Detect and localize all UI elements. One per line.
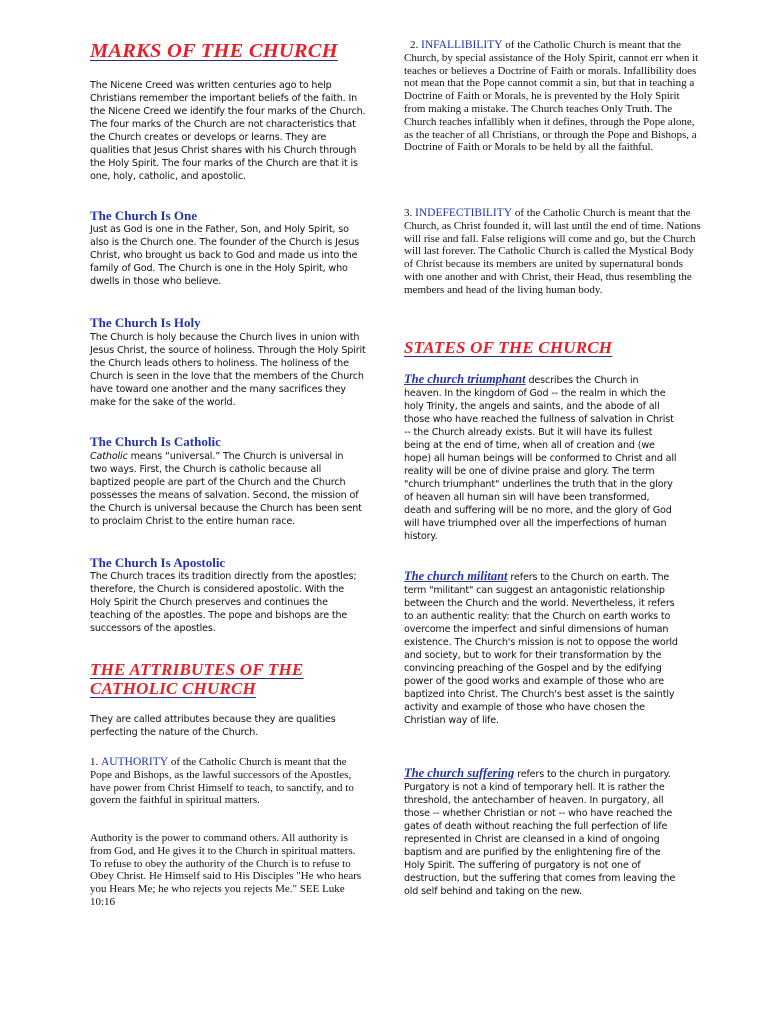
indefectibility-term: INDEFECTIBILITY (415, 207, 513, 219)
suffering-text (404, 767, 678, 898)
triumphant-text (404, 373, 678, 543)
states-title: STATES OF THE CHURCH (404, 338, 613, 357)
infallibility-body: of the Catholic Church is meant that the Church, by special assistance of the Holy Spirit, cannot err when it teaches or believes a Doctrine of Faith or morals. Infallibility does not mean that the Pope cannot commit a sin, but that in teaching a Doctrine of Faith or Morals, he is prevented by the Holy Spirit from making a mistake. The Church teaches Only Truth. The Church teaches infallibly when it defines, through the Pope alone, as the teacher of all Christians, or through the Pope and Bishops, a Doctrine of Faith or Morals to be held by all the faithful. (404, 39, 699, 154)
authority-number: 1. (90, 756, 101, 768)
infallibility-text (404, 39, 702, 154)
indefectibility-number: 3. (404, 207, 415, 219)
one-text: Just as God is one in the Father, Son, and Holy Spirit, so also is the Church one. The founder of the Church is Jesus Christ, who brought us back to God and made us into the family of God. The Church is one in the Holy Spirit, who dwells in those who believe. (90, 224, 360, 287)
suffering-body: refers to the church in purgatory. Purgatory is not a kind of temporary hell. It is rather the threshold, the antechamber of heaven. In purgatory, all those -- whether Christian or not -- who have reached the gates of death without reaching the full perfection of life represented in Christ are cleansed in a kind of ongoing baptism and are purified by the enlightening fire of the Holy Spirit. The suffering of purgatory is not one of destruction, but the suffering that comes from leaving the old self behind and taking on the new. (404, 769, 676, 897)
apostolic-text: The Church traces its tradition directly from the apostles; therefore, the Church is considered apostolic. With the Holy Spirit the Church preserves and continues the teaching of the apostles. The pope and bishops are the successors of the apostles. (90, 571, 357, 634)
militant-body: refers to the Church on earth. The term "militant" can suggest an antagonistic relationship between the Church and the world. Nevertheless, it refers to an authentic reality: that the Church on earth works to overcome the imperfect and sinful dimensions of human existence. The Church's mission is not to oppose the world and society, but to work for their transformation by the convincing preaching of the Gospel and by the edifying power of the good works and example of those who are baptized into Christ. The Church's best asset is the saintly activity and example of those who have chosen the Christian way of life. (404, 572, 678, 726)
suffering-term[interactable]: The church suffering (404, 766, 515, 780)
marks-intro: The Nicene Creed was written centuries ago to help Christians remember the important beliefs of the faith. In the Nicene Creed we identify the four marks of the Church. The four marks of the Church are not characteristics that the Church creates or develops or learns. They are qualities that Jesus Christ shares with his Church through the Holy Spirit. The four marks of the Church are that it is one, holy, catholic, and apostolic. (90, 80, 366, 182)
militant-term[interactable]: The church militant (404, 569, 508, 583)
catholic-heading: The Church Is Catholic (90, 434, 221, 449)
catholic-body: means “universal.” The Church is universal in two ways. First, the Church is catholic because all baptized people are part of the Church and the Church possesses the means of salvation. Second, the mission of the Church is universal because the Church has been sent to proclaim Christ to the entire human race. (90, 451, 362, 527)
catholic-term: Catholic (90, 451, 128, 462)
attributes-intro: They are called attributes because they are qualities perfecting the nature of the Church. (90, 714, 336, 738)
holy-heading: The Church Is Holy (90, 315, 201, 330)
authority-text-2: Authority is the power to command others. All authority is from God, and He gives it to the Church in spiritual matters. To refuse to obey the authority of the Church is to refuse to Obey Christ. He Himself said to His Disciples "He who hears you Hears Me; he who rejects you rejects Me." SEE Luke 10:16 (90, 832, 362, 908)
infallibility-number: 2. (410, 39, 421, 51)
infallibility-term: INFALLIBILITY (421, 39, 503, 51)
indefectibility-text (404, 207, 702, 297)
triumphant-body: describes the Church in heaven. In the kingdom of God -- the realm in which the holy Trinity, the angels and saints, and the abode of all those who have reached the fullness of salvation in Christ -- the Church already exists. But it will have its fullest being at the end of time, when all of creation and (we hope) all human beings will be conformed to Christ and all reality will be one of divine praise and glory. The term "church triumphant" underlines the truth that in the glory of heaven all human sin will have been transformed, death and suffering will be no more, and the glory of God will have triumphed over all the imperfections of human history. (404, 375, 677, 542)
attributes-title: THE ATTRIBUTES OF THE CATHOLIC CHURCH (90, 660, 304, 698)
authority-term: AUTHORITY (101, 756, 169, 768)
holy-text: The Church is holy because the Church lives in union with Jesus Christ, the source of holiness. Through the Holy Spirit the Church leads others to holiness. The holiness of the Church is seen in the love that the members of the Church have toward one another and the many sacrifices they make for the sake of the world. (90, 332, 366, 408)
indefectibility-body: of the Catholic Church is meant that the Church, as Christ founded it, will last until the end of time. Nations will rise and fall. False religions will come and go, but the Church will last forever. The Catholic Church is called the Mystical Body of Christ because its members are united by supernatural bonds with one another and with Christ, their Head, thus resembling the members and head of the living human body. (404, 207, 701, 296)
one-heading: The Church Is One (90, 208, 198, 223)
catholic-text (90, 450, 362, 528)
triumphant-term[interactable]: The church triumphant (404, 372, 526, 386)
marks-title: MARKS OF THE CHURCH (90, 40, 338, 62)
apostolic-heading: The Church Is Apostolic (90, 555, 226, 570)
authority-text (90, 756, 364, 807)
authority-body: of the Catholic Church is meant that the Pope and Bishops, as the lawful successors of the Apostles, have power from Christ Himself to teach, to sanctify, and to govern the faithful in spiritual matters. (90, 756, 354, 807)
militant-text (404, 570, 678, 727)
